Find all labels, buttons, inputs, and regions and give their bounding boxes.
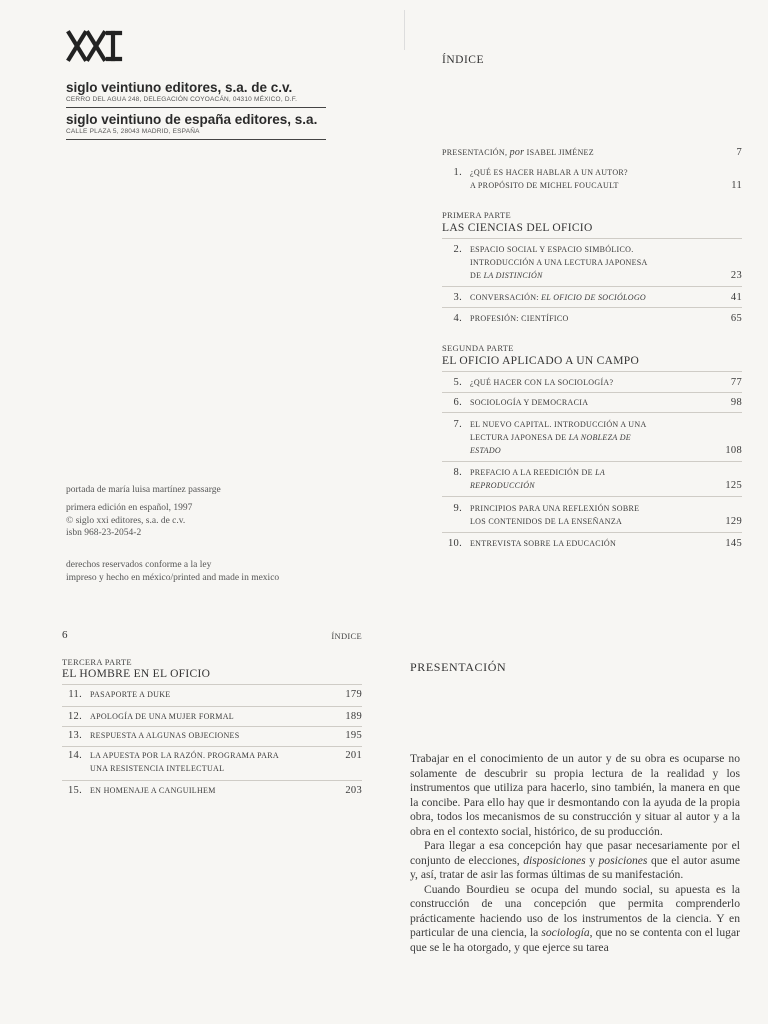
page-number: 6 [62,629,68,641]
page-title: ÍNDICE [442,54,484,66]
toc-entry[interactable] [62,749,362,776]
toc-entry-title: APOLOGÍA DE UNA MUJER FORMAL [90,712,234,721]
index-page-1 [384,0,768,612]
presentation-page [384,612,768,1024]
rights-info [66,559,279,584]
part-kicker: PRIMERA PARTE [442,210,511,220]
printed-line: impreso y hecho en méxico/printed and made in mexico [66,572,280,583]
toc-entry-title: DE LA DISTINCIÓN [470,271,543,280]
edition-info [66,502,192,540]
toc-entry[interactable] [442,376,742,390]
toc-entry-number: 6. [453,397,462,408]
toc-page-number: 65 [730,313,742,324]
toc-entry-title: RESPUESTA A ALGUNAS OBJECIONES [90,731,240,740]
paragraph: Trabajar en el conocimiento de un autor y de su obra es ocuparse no solamente de descubrir su propia lectura de la realidad y los instrumentos que utiliza para hacerlo, sino también, la manera en que la concibe. Para ello hay que ir desmontando con la ayuda de la propia obra, todos los mecanismos de su construcción y situar al autor y a la obra en el contexto social, histórico, de su producción. [410,752,740,838]
toc-entry-title: UNA RESISTENCIA INTELECTUAL [90,764,225,773]
toc-page-number: 41 [730,292,742,303]
isbn-line: isbn 968-23-2054-2 [66,528,142,538]
toc-page-number: 98 [730,397,742,408]
toc-page-number: 108 [725,445,742,456]
part-kicker: TERCERA PARTE [62,657,132,667]
toc-entry-number: 2. [453,244,462,255]
divider [62,726,362,727]
toc-entry-title: ESPACIO SOCIAL Y ESPACIO SIMBÓLICO. [470,245,634,254]
toc-entry[interactable] [62,729,362,743]
toc-entry[interactable] [442,166,742,194]
divider [62,746,362,747]
paragraph: Cuando Bourdieu se ocupa del mundo social, su apuesta es la construcción de una concepción que permita comprenderlo prácticamente haciendo uso de los instrumentos de la ciencia. Y en particular de una ciencia, la sociología, que no se contenta con el lugar que se le ha otorgado, y que ejerce su tarea [410,882,740,954]
toc-entry-title: INTRODUCCIÓN A UNA LECTURA JAPONESA [470,258,648,267]
part-kicker: SEGUNDA PARTE [442,343,514,353]
toc-entry-number: 10. [447,538,462,549]
toc-entry-number: 13. [67,730,82,741]
running-head: ÍNDICE [331,631,362,641]
toc-entry[interactable] [442,291,742,305]
toc-page-number: 189 [345,711,362,722]
toc-entry-title: ¿QUÉ HACER CON LA SOCIOLOGÍA? [470,378,614,387]
publisher-address: CERRO DEL AGUA 248, DELEGACIÓN COYOACÁN, 04310 MÉXICO, D.F. [66,96,298,103]
toc-page-number: 195 [345,730,362,741]
toc-entry-number: 14. [67,750,82,761]
index-page-2 [0,612,384,1024]
page-title: PRESENTACIÓN [410,660,507,674]
toc-entry-title: PREFACIO A LA REEDICIÓN DE LA [470,468,606,477]
toc-entry[interactable] [442,396,742,410]
toc-entry-title: EN HOMENAJE A CANGUILHEM [90,786,216,795]
divider [442,307,742,308]
divider [442,496,742,497]
toc-entry[interactable] [442,466,742,493]
copyright-line: © siglo xxi editores, s.a. de c.v. [66,515,186,526]
edition-line: primera edición en español, 1997 [66,503,193,513]
publisher-name: siglo veintiuno de españa editores, s.a. [66,112,318,127]
divider [66,139,326,140]
toc-page-number: 11 [731,180,742,191]
toc-entry-number: 4. [453,313,462,324]
part-title: LAS CIENCIAS DEL OFICIO [442,222,593,234]
toc-entry-title: EL NUEVO CAPITAL. INTRODUCCIÓN A UNA [470,420,647,429]
presentation-body [410,752,740,955]
toc-page-number: 201 [345,750,362,761]
toc-entry[interactable] [442,312,742,326]
toc-page-number: 129 [725,516,742,527]
toc-page-number: 125 [725,480,742,491]
toc-page-number: 179 [345,689,362,700]
divider [62,780,362,781]
toc-page-number: 23 [730,270,742,281]
toc-page-number: 203 [345,785,362,796]
toc-entry-title: PRINCIPIOS PARA UNA REFLEXIÓN SOBRE [470,504,640,513]
toc-entry-number: 11. [68,689,82,700]
publisher-spain [66,112,326,140]
toc-entry-title: SOCIOLOGÍA Y DEMOCRACIA [470,398,589,407]
divider [442,238,742,239]
paragraph: Para llegar a esa concepción hay que pasar necesariamente por el conjunto de elecciones, disposiciones y posiciones que el autor asume y, así, tratar de asir las formas últimas de su manifestación. [410,839,741,881]
toc-entry-number: 3. [453,292,462,303]
toc-entry-title: LOS CONTENIDOS DE LA ENSEÑANZA [470,517,623,526]
colophon-page [0,0,384,612]
publisher-mexico [66,80,326,108]
toc-page-number: 145 [725,538,742,549]
toc-entry[interactable] [62,688,362,702]
toc-entry-number: 15. [67,785,82,796]
publisher-logo [66,30,124,62]
toc-entry-number: 12. [67,711,82,722]
publisher-address: CALLE PLAZA 5, 28043 MADRID, ESPAÑA [66,128,200,135]
divider [442,371,742,372]
divider [442,286,742,287]
toc-entry-title: LECTURA JAPONESA DE LA NOBLEZA DE [470,433,631,442]
toc-entry[interactable] [442,502,742,529]
toc-entry[interactable] [442,418,742,458]
toc-entry-title: PROFESIÓN: CIENTÍFICO [470,314,569,323]
toc-entry[interactable] [442,243,742,283]
cover-credit: portada de maría luisa martínez passarge [66,485,221,495]
divider [442,412,742,413]
toc-entry-title: PASAPORTE A DUKE [90,690,171,699]
divider [442,532,742,533]
toc-entry[interactable] [62,784,362,798]
toc-entry-number: 5. [453,377,462,388]
divider [62,684,362,685]
toc-entry-number: 7. [453,419,462,430]
toc-page-number: 7 [736,147,742,158]
toc-entry-title: PRESENTACIÓN, por ISABEL JIMÉNEZ [442,147,594,158]
part-title: EL OFICIO APLICADO A UN CAMPO [442,355,640,367]
toc-entry-number: 8. [453,467,462,478]
divider [62,706,362,707]
scan-mark [404,10,405,50]
toc-entry-title: LA APUESTA POR LA RAZÓN. PROGRAMA PARA [90,751,279,760]
toc-entry[interactable] [62,710,362,724]
toc-entry[interactable] [442,537,742,551]
toc-entry-title: A PROPÓSITO DE MICHEL FOUCAULT [470,181,619,190]
toc-entry-number: 9. [453,503,462,514]
toc-entry-title: CONVERSACIÓN: EL OFICIO DE SOCIÓLOGO [470,293,647,302]
toc-entry-title: ¿QUÉ ES HACER HABLAR A UN AUTOR? [470,168,628,177]
toc-entry-number: 1. [453,167,462,178]
divider [66,107,326,108]
toc-entry-title: REPRODUCCIÓN [470,481,535,490]
toc-page-number: 77 [730,377,742,388]
toc-entry-title: ENTREVISTA SOBRE LA EDUCACIÓN [470,539,617,548]
part-title: EL HOMBRE EN EL OFICIO [62,668,211,680]
publisher-name: siglo veintiuno editores, s.a. de c.v. [66,80,293,95]
divider [442,461,742,462]
divider [442,392,742,393]
toc-entry-presentation[interactable] [442,146,742,160]
rights-line: derechos reservados conforme a la ley [66,560,212,570]
toc-entry-title: ESTADO [470,446,501,455]
